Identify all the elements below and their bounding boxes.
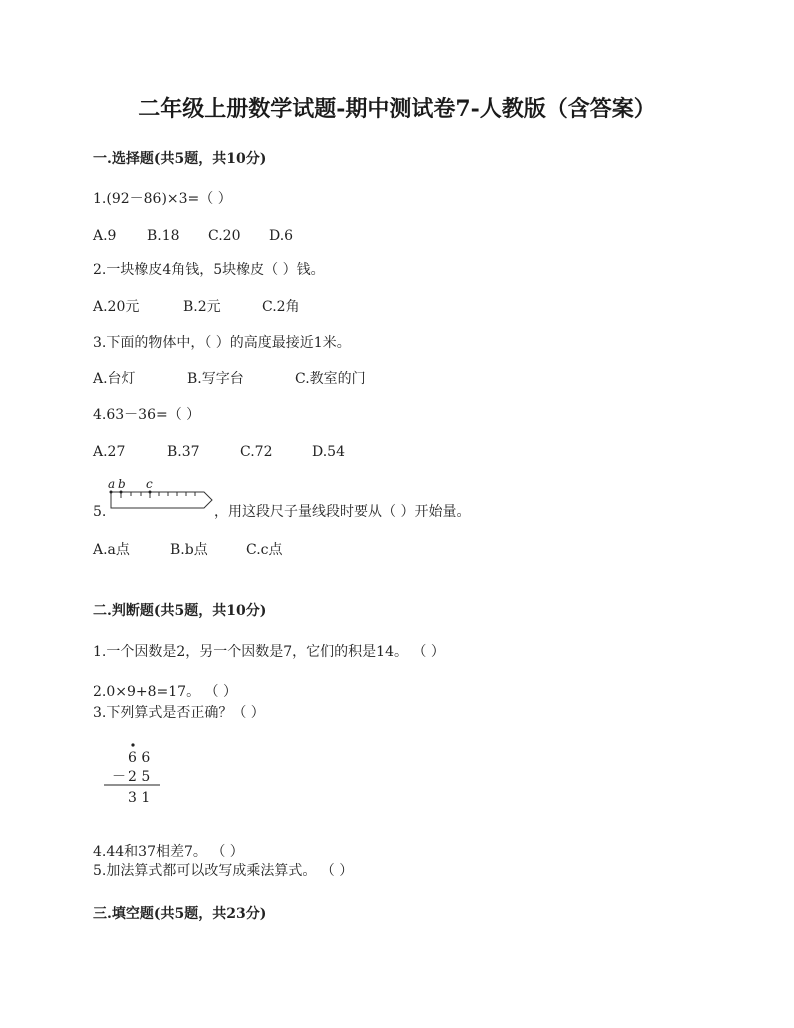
question-1-4: 4.63－36=（ ） (93, 407, 201, 423)
ruler-label-a: a (108, 477, 116, 491)
question-2-5: 5.加法算式都可以改写成乘法算式。 （ ） (93, 863, 354, 879)
option-1-4-d: D.54 (312, 444, 345, 460)
question-1-5-number: 5. (93, 504, 107, 520)
option-1-1-a: A.9 (93, 228, 117, 244)
calc-top: 6 6 (128, 750, 151, 766)
option-1-5-a: A.a点 (93, 542, 130, 558)
option-1-1-c: C.20 (208, 228, 241, 244)
calc-operator: － (112, 769, 126, 785)
ruler-label-b: b (118, 477, 126, 491)
option-1-2-a: A.20元 (93, 299, 140, 315)
section-heading-fill-in: 三.填空题(共5题，共23分) (93, 906, 267, 922)
ruler-point-a (110, 491, 113, 494)
ruler-body (111, 492, 212, 508)
section-heading-judgement: 二.判断题(共5题，共10分) (93, 603, 267, 619)
option-1-2-b: B.2元 (183, 299, 221, 315)
option-1-2-c: C.2角 (262, 299, 300, 315)
option-1-5-b: B.b点 (170, 542, 208, 558)
ruler-figure (104, 476, 216, 516)
question-2-1: 1.一个因数是2，另一个因数是7，它们的积是14。 （ ） (93, 644, 445, 660)
calc-bottom: 2 5 (128, 769, 151, 785)
ruler-point-c (149, 491, 152, 494)
vertical-subtraction (100, 740, 170, 806)
question-2-2: 2.0×9+8=17。 （ ） (93, 684, 237, 700)
ruler-point-b (120, 491, 123, 494)
question-2-3: 3.下列算式是否正确？（ ） (93, 705, 265, 721)
calc-result: 3 1 (128, 790, 151, 806)
option-1-5-c: C.c点 (246, 542, 283, 558)
page-title: 二年级上册数学试题-期中测试卷7-人教版（含答案） (138, 96, 656, 122)
option-1-4-a: A.27 (93, 444, 126, 460)
option-1-4-b: B.37 (167, 444, 200, 460)
borrow-dot (131, 743, 134, 746)
question-1-1: 1.(92－86)×3=（ ） (93, 191, 232, 207)
section-heading-choice: 一.选择题(共5题，共10分) (93, 151, 267, 167)
question-1-3: 3.下面的物体中，（ ）的高度最接近1米。 (93, 335, 351, 351)
question-1-2: 2.一块橡皮4角钱，5块橡皮（ ）钱。 (93, 262, 325, 278)
question-2-4: 4.44和37相差7。 （ ） (93, 844, 244, 860)
ruler-ticks (111, 492, 195, 498)
option-1-3-a: A.台灯 (93, 371, 136, 387)
option-1-3-b: B.写字台 (187, 371, 244, 387)
option-1-1-d: D.6 (269, 228, 294, 244)
option-1-1-b: B.18 (147, 228, 180, 244)
option-1-4-c: C.72 (240, 444, 273, 460)
question-1-5: ，用这段尺子量线段时要从（ ）开始量。 (214, 504, 471, 520)
option-1-3-c: C.教室的门 (295, 371, 366, 387)
ruler-label-c: c (146, 477, 153, 491)
